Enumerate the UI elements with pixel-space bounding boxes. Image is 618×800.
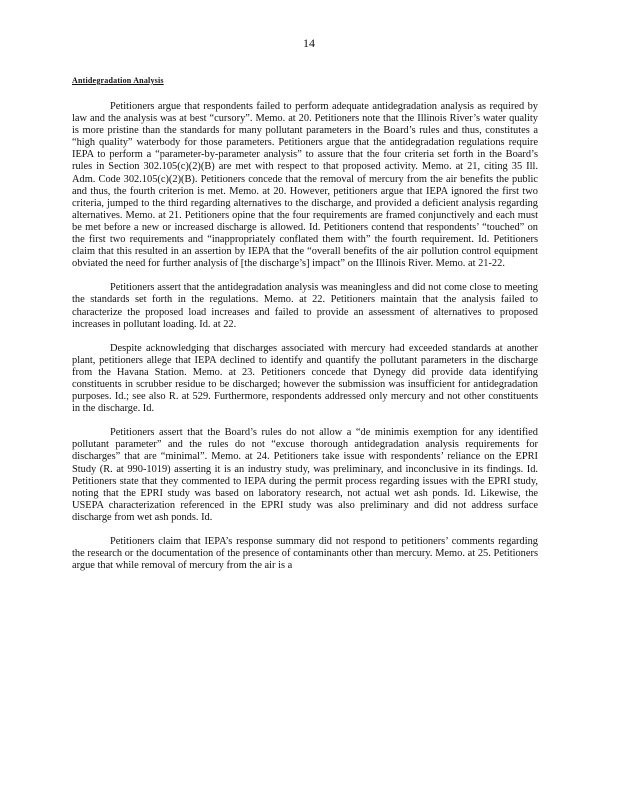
page-number: 14 — [303, 36, 315, 50]
paragraph: Petitioners assert that the Board’s rules do not allow a “de minimis exemption for any identified pollutant parameter” and the rules do not “excuse thorough antidegradation analysis requirements for discharges” that are “minimal”. Memo. at 24. Petitioners take issue with respondents’ reliance on the EPRI Study (R. at 990-1019) asserting it is an industry study, was preliminary, and inconclusive in its findings. Id. Petitioners state that they commented to IEPA during the permit process regarding issues with the EPRI study, noting that the EPRI study was based on laboratory research, not actual wet ash ponds. Id. Likewise, the USEPA characterization referenced in the EPRI study was also preliminary and did not address surface discharge from wet ash ponds. Id. — [72, 427, 538, 523]
paragraph: Despite acknowledging that discharges associated with mercury had exceeded standards at another plant, petitioners allege that IEPA declined to identify and quantify the pollutant parameters in the discharge from the Havana Station. Memo. at 23. Petitioners concede that Dynegy did provide data identifying constituents in scrubber residue to be discharged; however the submission was insufficient for antidegradation purposes. Id.; see also R. at 529. Furthermore, respondents addressed only mercury and not other constituents in the discharge. Id. — [72, 342, 538, 415]
section-heading: Antidegradation Analysis — [72, 76, 164, 85]
document-body — [72, 101, 538, 584]
paragraph: Petitioners argue that respondents failed to perform adequate antidegradation analysis as required by law and the analysis was at best “cursory”. Memo. at 20. Petitioners note that the Illinois River’s water quality is more pristine than the standards for many pollutant parameters in the Board’s rules and thus, constitutes a “high quality” waterbody for those parameters. Petitioners argue that the antidegradation regulations require IEPA to perform a “parameter-by-parameter analysis” to assure that the four criteria set forth in the Board’s rules in Section 302.105(c)(2)(B) are met with respect to that proposed activity. Memo. at 21, citing 35 Ill. Adm. Code 302.105(c)(2)(B). Petitioners concede that the removal of mercury from the air benefits the public and thus, the fourth criterion is met. Memo. at 20. However, petitioners argue that IEPA ignored the first two criteria, jumped to the third regarding alternatives to the discharge, and provided a deficient analysis regarding alternatives. Memo. at 21. Petitioners opine that the four requirements are framed conjunctively and each must be met before a new or increased discharge is allowed. Id. Petitioners contend that respondents’ “touched” on the first two requirements and “inappropriately conflated them with” the fourth requirement. Id. Petitioners claim that this resulted in an assertion by IEPA that the “overall benefits of the air pollution control equipment obviated the need for further analysis of [the discharge’s] impact” on the Illinois River. Memo. at 21-22. — [72, 101, 538, 270]
paragraph: Petitioners claim that IEPA’s response summary did not respond to petitioners’ comments regarding the research or the documentation of the presence of contaminants other than mercury. Memo. at 25. Petitioners argue that while removal of mercury from the air is a — [72, 536, 538, 572]
paragraph: Petitioners assert that the antidegradation analysis was meaningless and did not come close to meeting the standards set forth in the regulations. Memo. at 22. Petitioners maintain that the analysis failed to characterize the proposed load increases and failed to provide an assessment of alternatives to proposed increases in pollutant loading. Id. at 22. — [72, 282, 538, 330]
